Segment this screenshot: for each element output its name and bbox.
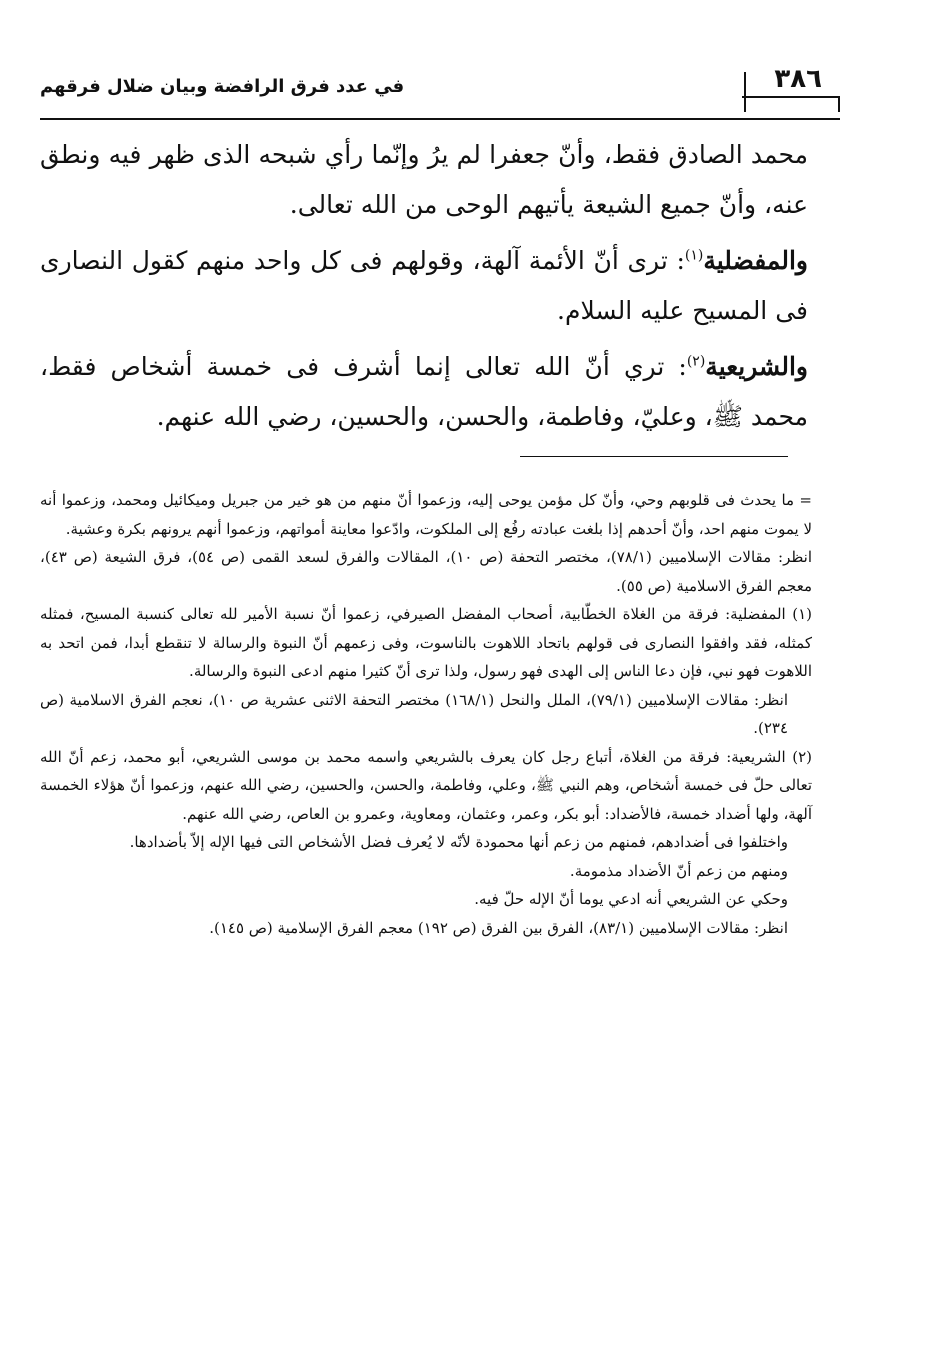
paragraph-mufaddaliyya [40,236,808,336]
term-shariiyya: والشريعية [705,352,808,381]
page-header [40,62,840,112]
footnote-2-claim: وحكي عن الشريعي أنه ادعي يوما أنّ الإله حلّ فيه. [474,890,788,908]
footnote-1-sources: انظر: مقالات الإسلاميين (٧٩/١)، الملل والنحل (١٦٨/١) مختصر التحفة الاثنى عشرية ص ١٠)، نعجم الفرق الاسلامية (ص ٢٣٤). [40,690,789,737]
footnote-ref-1: (١) [684,247,704,264]
footnote-2-sources: انظر: مقالات الإسلاميين (٨٣/١)، الفرق بين الفرق (ص ١٩٢) معجم الفرق الإسلامية (ص ١٤٥). [209,918,788,937]
footnote-continued-sources: انظر: مقالات الإسلاميين (٧٨/١)، مختصر التحفة (ص ١٠)، المقالات والفرق لسعد القمى (ص ٥٤)، فرق الشيعة (ص ٤٣)، معجم الفرق الاسلامية (ص ٥٥). [40,548,813,595]
page-number-frame [742,96,840,112]
footnotes [40,486,812,942]
footnote-2-disagreement: واختلفوا فى أضدادهم، فمنهم من زعم أنها محمودة لأنّه لا يُعرف فضل الأشخاص التى فيها الإله إلاّ بأضدادها. [129,833,788,851]
paragraph-1: محمد الصادق فقط، وأنّ جعفرا لم يرُ وإنّما رأي شبحه الذى ظهر فيه ونطق عنه، وأنّ جميع الشيعة يأتيهم الوحى من الله تعالى. [40,140,808,219]
running-title: في عدد فرق الرافضة وبيان ضلال فرقهم [40,76,405,97]
footnote-ref-2: (٢) [686,353,706,370]
header-rule [40,118,840,120]
term-mufaddaliyya: والمفضلية [703,246,808,275]
footnote-1: (١) المفضلية: فرقة من الغلاة الخطّابية، أصحاب المفضل الصيرفي، زعموا أنّ نسبة الأمير لله تعالى كنسبة المسيح، فمثله كمثله، فقد وافقوا النصارى فى قولهم باتحاد اللاهوت بالناسوت، وفى زعمهم أنّ النبوة والرسالة لا تنقطع أبدا، فمن اتحد به اللاهوت فهو نبي، فإن دعا الناس إلى الهدى فهو رسول، ولذا ترى أنّ كثيرا منهم ادعى النبوة والرسالة. [40,605,812,680]
footnote-continued: = ما يحدث فى قلوبهم وحي، وأنّ كل مؤمن يوحى إليه، وزعموا أنّ منهم من هو خير من جبريل وميكائيل ومحمد، وزعموا أنه لا يموت منهم احد، وأنّ أحدهم إذا بلغت عبادته رفُع إلى الملكوت، وادّعوا معاينة أمواتهم، وزعموا أنهم يرونهم بكرة وعشية. [40,491,812,538]
footnote-2: (٢) الشريعية: فرقة من الغلاة، أتباع رجل كان يعرف بالشريعي واسمه محمد بن موسى الشريعي، أبو محمد، زعم أنّ الله تعالى حلّ فى خمسة أشخاص، وهم النبي ﷺ، وعلي، وفاطمة، والحسن، والحسين، رضي الله عنهم، وزعموا أنّ هؤلاء الخمسة آلهة، ولها أضداد خمسة، فالأضداد: أبو بكر، وعمر، وعثمان، ومعاوية، وعمرو بن العاص، رضي الله عنهم. [40,747,812,823]
main-text [40,130,808,442]
page-number: ٣٨٦ [774,64,822,94]
paragraph-3-text: : تري أنّ الله تعالى إنما أشرف فى خمسة أشخاص فقط، محمد ﷺ، وعليّ، وفاطمة، والحسن، والحسين، رضي الله عنهم. [40,352,808,431]
footnote-2-blameworthy: ومنهم من زعم أنّ الأضداد مذمومة. [569,861,788,880]
page-number-frame-divider [744,72,746,112]
footnote-separator [520,456,788,457]
paragraph-2-text: : ترى أنّ الأئمة آلهة، وقولهم فى كل واحد منهم كقول النصارى فى المسيح عليه السلام. [40,246,808,325]
paragraph-shariiyya [40,342,808,442]
